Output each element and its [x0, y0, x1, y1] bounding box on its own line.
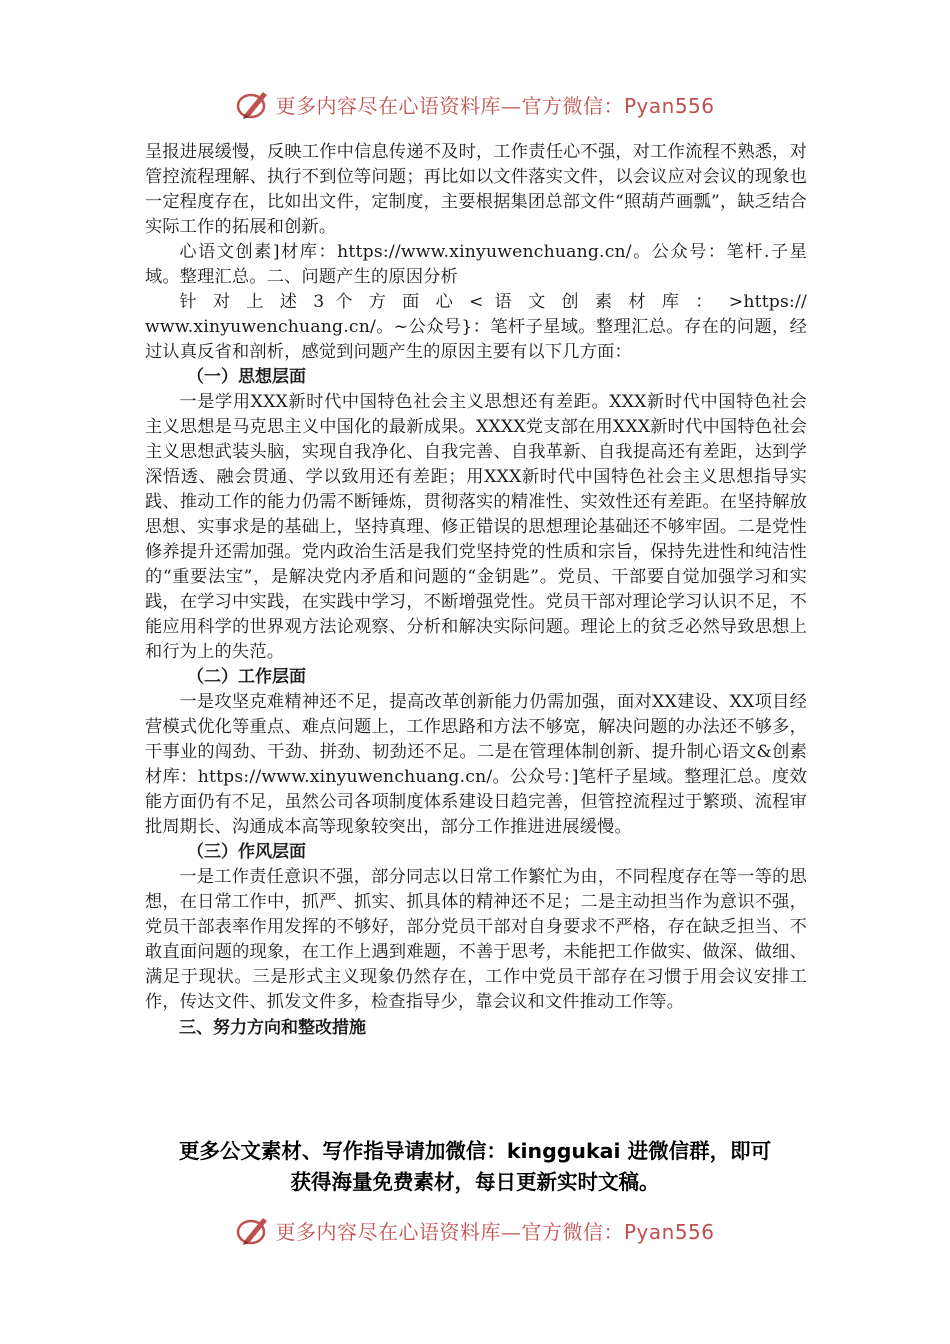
footer-banner-id: Pyan556	[623, 1219, 715, 1244]
paragraph-4: 一是学用XXX新时代中国特色社会主义思想还有差距。XXX新时代中国特色社会主义思想是马克思主义中国化的最新成果。XXXX党支部在用XXX新时代中国特色社会主义思想武装头脑，实现自我净化、自我完善、自我革新、自我提高还有差距，达到学深悟透、融会贯通、学以致用还有差距；用XXX新时代中国特色社会主义思想指导实践、推动工作的能力仍需不断锤炼，贯彻落实的精准性、实效性还有差距。在坚持解放思想、实事求是的基础上，坚持真理、修正错误的思想理论基础还不够牢固。二是党性修养提升还需加强。党内政治生活是我们党坚持党的性质和宗旨，保持先进性和纯洁性的“重要法宝”，是解决党内矛盾和问题的“金钥匙”。党员、干部要自觉加强学习和实践，在学习中实践，在实践中学习，不断增强党性。党员干部对理论学习认识不足，不能应用科学的世界观方法论观察、分析和解决实际问题。理论上的贫乏必然导致思想上和行为上的失范。	[145, 392, 807, 662]
paragraph-2: 心语文创素]材库：https://www.xinyuwenchuang.cn/。公众号：笔杆.子星域。整理汇总。二、问题产生的原因分析	[145, 242, 807, 287]
section-heading-measures: 三、努力方向和整改措施	[179, 1018, 366, 1038]
promo-line-1: 更多公文素材、写作指导请加微信：kinggukai 进微信群，即可	[178, 1139, 772, 1163]
section-heading-work: （二）工作层面	[187, 667, 306, 687]
section-heading-thought: （一）思想层面	[187, 367, 306, 387]
footer-banner-text: 更多内容尽在心语资料库—官方微信：Pyan556	[275, 1219, 715, 1244]
pen-logo-icon	[235, 1212, 271, 1248]
paragraph-5: 一是攻坚克难精神还不足，提高改革创新能力仍需加强，面对XX建设、XX项目经营模式优化等重点、难点问题上，工作思路和方法不够宽，解决问题的办法还不够多，干事业的闯劲、干劲、拼劲、韧劲还不足。二是在管理体制创新、提升制心语文&创素材库：https://www.xinyuwenchuang.cn/。公众号：]笔杆子星域。整理汇总。度效能方面仍有不足，虽然公司各项制度体系建设日趋完善，但管控流程过于繁琐、流程审批周期长、沟通成本高等现象较突出，部分工作推进进展缓慢。	[145, 692, 807, 837]
paragraph-3-line-2: www.xinyuwenchuang.cn/。~公众号}：笔杆子星域。整理汇总。存在的问题，经过认真反省和剖析，感觉到问题产生的原因主要有以下几方面：	[145, 317, 807, 362]
header-banner	[0, 84, 950, 124]
promo-text	[150, 1136, 800, 1198]
promo-line-2: 获得海量免费素材，每日更新实时文稿。	[290, 1170, 660, 1194]
paragraph-3-line-1: 针 对 上 述 3 个 方 面 心 < 语 文 创 素 材 库 ： >https://	[179, 292, 807, 312]
paragraph-1: 呈报进展缓慢，反映工作中信息传递不及时，工作责任心不强，对工作流程不熟悉，对管控流程理解、执行不到位等问题；再比如以文件落实文件，以会议应对会议的现象也一定程度存在，比如出文件，定制度，主要根据集团总部文件“照葫芦画瓢”，缺乏结合实际工作的拓展和创新。	[145, 142, 807, 237]
paragraph-6: 一是工作责任意识不强，部分同志以日常工作繁忙为由，不同程度存在等一等的思想，在日常工作中，抓严、抓实、抓具体的精神还不足；二是主动担当作为意识不强，党员干部表率作用发挥的不够好，部分党员干部对自身要求不严格，存在缺乏担当、不敢直面问题的现象，在工作上遇到难题，不善于思考，未能把工作做实、做深、做细、满足于现状。三是形式主义现象仍然存在，工作中党员干部存在习惯于用会议安排工作，传达文件、抓发文件多，检查指导少，靠会议和文件推动工作等。	[145, 867, 807, 1012]
header-banner-id: Pyan556	[623, 93, 715, 118]
footer-banner	[0, 1210, 950, 1250]
document-body	[145, 140, 807, 1041]
section-heading-style: （三）作风层面	[187, 842, 306, 862]
pen-logo-icon	[235, 86, 271, 122]
header-banner-text: 更多内容尽在心语资料库—官方微信：Pyan556	[275, 93, 715, 118]
